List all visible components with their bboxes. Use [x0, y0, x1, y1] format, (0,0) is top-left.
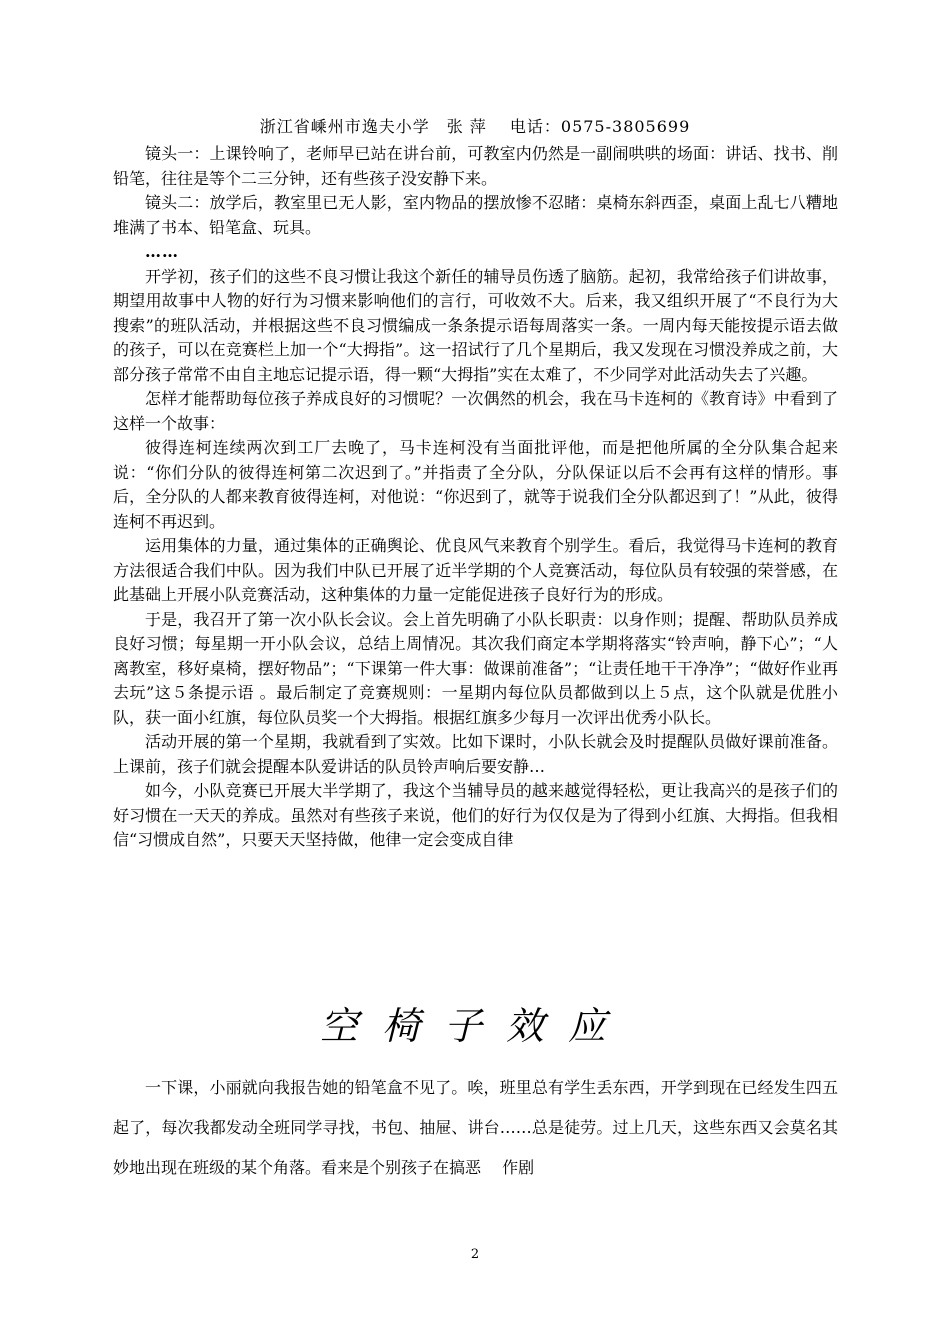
- paragraph: 镜头二：放学后，教室里已无人影，室内物品的摆放惨不忍睹：桌椅东斜西歪，桌面上乱七八糟地堆满了书本、铅笔盒、玩具。: [113, 193, 838, 237]
- page-number: 2: [470, 1247, 480, 1262]
- article-title: 空椅子效应: [319, 1004, 630, 1048]
- article-body-2: [113, 1068, 838, 1188]
- article-body: [113, 142, 838, 853]
- paragraph: 镜头一：上课铃响了，老师早已站在讲台前，可教室内仍然是一副闹哄哄的场面：讲话、找书、削铅笔，往往是等个二三分钟，还有些孩子没安静下来。: [113, 144, 838, 188]
- author-line: 浙江省嵊州市逸夫小学 张 萍 电话：0575-3805699: [259, 117, 691, 136]
- paragraph: 彼得连柯连续两次到工厂去晚了，马卡连柯没有当面批评他，而是把他所属的全分队集合起来说：“你们分队的彼得连柯第二次迟到了。”并指责了全分队，分队保证以后不会再有这样的情形。事后，全分队的人都来教育彼得连柯，对他说：“你迟到了，就等于说我们全分队都迟到了！”从此，彼得连柯不再迟到。: [113, 438, 838, 531]
- paragraph: 如今，小队竞赛已开展大半学期了，我这个当辅导员的越来越觉得轻松，更让我高兴的是孩子们的好习惯在一天天的养成。虽然对有些孩子来说，他们的好行为仅仅是为了得到小红旗、大拇指。但我相信“习惯成自然”，只要天天坚持做，他律一定会变成自律: [113, 781, 838, 849]
- ellipsis-line: ……: [145, 242, 179, 261]
- paragraph: 运用集体的力量，通过集体的正确舆论、优良风气来教育个别学生。看后，我觉得马卡连柯的教育方法很适合我们中队。因为我们中队已开展了近半学期的个人竞赛活动，每位队员有较强的荣誉感，在此基础上开展小队竞赛活动，这种集体的力量一定能促进孩子良好行为的形成。: [113, 536, 838, 604]
- paragraph: 怎样才能帮助每位孩子养成良好的习惯呢？一次偶然的机会，我在马卡连柯的《教育诗》中看到了这样一个故事：: [113, 389, 838, 433]
- paragraph: 开学初，孩子们的这些不良习惯让我这个新任的辅导员伤透了脑筋。起初，我常给孩子们讲故事，期望用故事中人物的好行为习惯来影响他们的言行，可收效不大。后来，我又组织开展了“不良行为大搜索”的班队活动，并根据这些不良习惯编成一条条提示语每周落实一条。一周内每天能按提示语去做的孩子，可以在竞赛栏上加一个“大拇指”。这一招试行了几个星期后，我又发现在习惯没养成之前，大部分孩子常常不由自主地忘记提示语，得一颗“大拇指”实在太难了，不少同学对此活动失去了兴趣。: [113, 266, 838, 384]
- paragraph: 一下课，小丽就向我报告她的铅笔盒不见了。唉，班里总有学生丢东西，开学到现在已经发生四五起了，每次我都发动全班同学寻找，书包、抽屉、讲台……总是徒劳。过上几天，这些东西又会莫名其妙地出现在班级的某个角落。看来是个别孩子在搞恶 作剧: [113, 1078, 838, 1177]
- paragraph: 于是，我召开了第一次小队长会议。会上首先明确了小队长职责：以身作则；提醒、帮助队员养成良好习惯；每星期一开小队会议，总结上周情况。其次我们商定本学期将落实“铃声响，静下心”；“人离教室，移好桌椅，摆好物品”；“下课第一件大事：做课前准备”；“让责任地干干净净”；“做好作业再去玩”这５条提示语 。最后制定了竞赛规则：一星期内每位队员都做到以上５点，这个队就是优胜小队，获一面小红旗，每位队员奖一个大拇指。根据红旗多少每月一次评出优秀小队长。: [113, 609, 838, 727]
- paragraph: 活动开展的第一个星期，我就看到了实效。比如下课时，小队长就会及时提醒队员做好课前准备。上课前，孩子们就会提醒本队爱讲话的队员铃声响后要安静…: [113, 732, 838, 776]
